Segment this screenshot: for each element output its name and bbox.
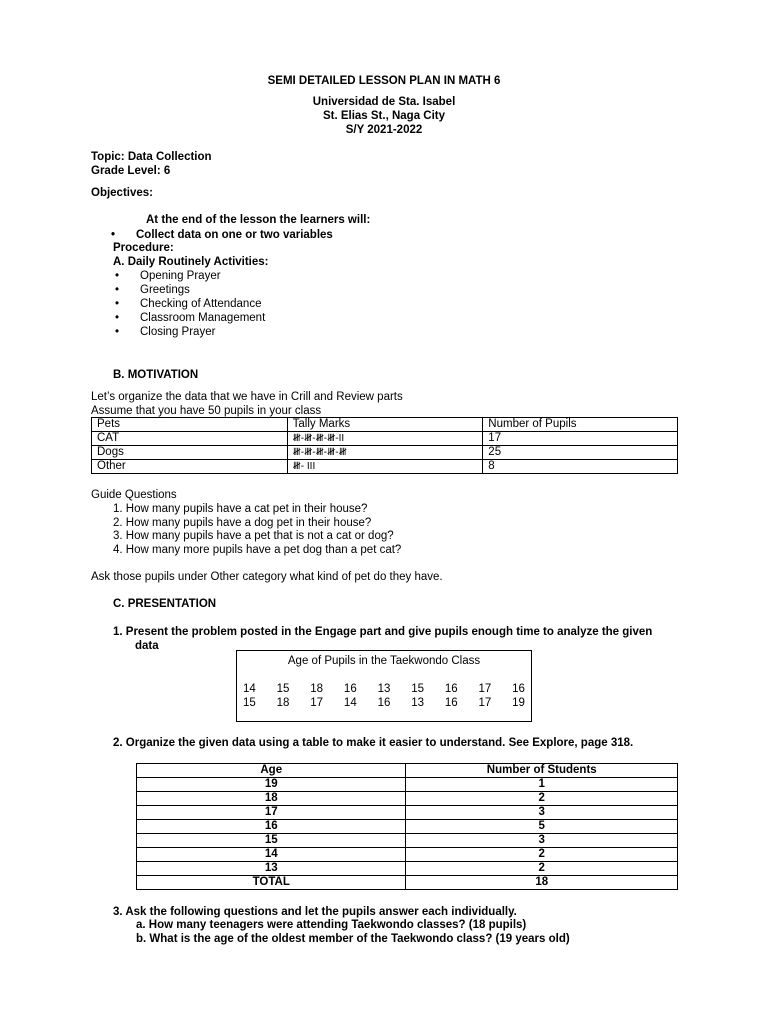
table-row [137, 820, 678, 834]
grade-level: Grade Level: 6 [91, 165, 171, 177]
table-row [137, 792, 678, 806]
table-header-cell: Pets [92, 418, 288, 432]
table-cell: 17 [483, 432, 678, 446]
tally-cell: 𝍸-𝍸-𝍸-𝍸-II [287, 432, 483, 446]
table-row [137, 862, 678, 876]
table-cell: CAT [92, 432, 288, 446]
guide-question: 2. How many pupils have a dog pet in their house? [113, 517, 372, 529]
age-data-box [236, 650, 532, 722]
table-cell: 14 [137, 848, 406, 862]
age-value: 17 [310, 697, 324, 709]
table-row [137, 778, 678, 792]
guide-question: 3. How many pupils have a pet that is not a cat or dog? [113, 530, 394, 542]
objectives-heading: Objectives: [91, 187, 153, 199]
table-cell: TOTAL [137, 876, 406, 890]
table-header-cell: Number of Students [406, 764, 678, 778]
routine-item: • Closing Prayer [140, 325, 215, 339]
age-value: 13 [377, 683, 391, 695]
guide-question: 4. How many more pupils have a pet dog than a pet cat? [113, 544, 402, 556]
table-total-row [137, 876, 678, 890]
table-header-row [137, 764, 678, 778]
tally-cell: 𝍸- III [287, 460, 483, 474]
objective-item: • Collect data on one or two variables [136, 228, 333, 242]
table-cell: 19 [137, 778, 406, 792]
table-cell: Dogs [92, 446, 288, 460]
age-value: 17 [478, 697, 492, 709]
age-value: 16 [343, 683, 357, 695]
age-value: 16 [512, 683, 525, 695]
age-value: 14 [243, 683, 256, 695]
section-a-heading: A. Daily Routinely Activities: [113, 256, 269, 268]
objectives-intro: At the end of the lesson the learners will: [146, 214, 371, 226]
age-value: 15 [276, 683, 290, 695]
table-row [92, 432, 678, 446]
ask-instruction: Ask those pupils under Other category what kind of pet do they have. [91, 571, 443, 583]
table-cell: 25 [483, 446, 678, 460]
table-header-row [92, 418, 678, 432]
table-cell: 13 [137, 862, 406, 876]
table-header-cell: Number of Pupils [483, 418, 678, 432]
age-box-title: Age of Pupils in the Taekwondo Class [287, 655, 481, 667]
age-value: 13 [411, 697, 424, 709]
school-name: Universidad de Sta. Isabel [312, 96, 456, 108]
procedure-label: Procedure: [113, 242, 174, 254]
motivation-text: Let’s organize the data that we have in Crill and Review parts [91, 391, 403, 403]
table-cell: 3 [406, 806, 678, 820]
pets-table [91, 417, 678, 474]
table-cell: 18 [137, 792, 406, 806]
table-row [137, 848, 678, 862]
topic: Topic: Data Collection [91, 151, 212, 163]
age-value: 17 [478, 683, 492, 695]
step-1-text: data [135, 640, 159, 652]
step-2-text: 2. Organize the given data using a table to make it easier to understand. See Explore, page 318. [113, 737, 634, 749]
age-frequency-table [136, 763, 678, 890]
age-value: 15 [243, 697, 256, 709]
section-b-heading: B. MOTIVATION [113, 369, 199, 381]
motivation-text: Assume that you have 50 pupils in your class [91, 405, 322, 417]
age-row [243, 682, 525, 696]
table-cell: 5 [406, 820, 678, 834]
age-value: 16 [377, 697, 391, 709]
document-title: SEMI DETAILED LESSON PLAN IN MATH 6 [267, 75, 501, 87]
age-value: 18 [276, 697, 290, 709]
table-cell: 16 [137, 820, 406, 834]
age-value: 16 [444, 697, 458, 709]
table-header-cell: Age [137, 764, 406, 778]
step-3-item: b. What is the age of the oldest member of the Taekwondo class? (19 years old) [136, 933, 570, 945]
step-3-item: a. How many teenagers were attending Taekwondo classes? (18 pupils) [136, 919, 527, 931]
school-year: S/Y 2021-2022 [345, 124, 423, 136]
table-cell: 15 [137, 834, 406, 848]
section-c-heading: C. PRESENTATION [113, 598, 217, 610]
table-cell: 1 [406, 778, 678, 792]
table-cell: 2 [406, 862, 678, 876]
table-row [137, 834, 678, 848]
age-value: 15 [411, 683, 424, 695]
step-3-text: 3. Ask the following questions and let the pupils answer each individually. [113, 906, 517, 918]
age-value: 19 [512, 697, 525, 709]
table-header-cell: Tally Marks [287, 418, 483, 432]
routine-item: • Opening Prayer [140, 269, 221, 283]
age-value: 18 [310, 683, 324, 695]
age-value: 16 [444, 683, 458, 695]
table-cell: 2 [406, 848, 678, 862]
routine-item: • Classroom Management [140, 311, 265, 325]
table-cell: 8 [483, 460, 678, 474]
table-row [137, 806, 678, 820]
table-cell: 17 [137, 806, 406, 820]
table-row [92, 446, 678, 460]
school-address: St. Elias St., Naga City [322, 110, 446, 122]
table-cell: Other [92, 460, 288, 474]
step-1-text: 1. Present the problem posted in the Engage part and give pupils enough time to analyze the given [113, 626, 653, 638]
table-row [92, 460, 678, 474]
age-row [243, 696, 525, 710]
table-cell: 18 [406, 876, 678, 890]
age-value: 14 [343, 697, 357, 709]
routine-item: • Checking of Attendance [140, 297, 261, 311]
guide-heading: Guide Questions [91, 489, 177, 501]
routine-item: • Greetings [140, 283, 190, 297]
table-cell: 2 [406, 792, 678, 806]
guide-question: 1. How many pupils have a cat pet in their house? [113, 503, 368, 515]
table-cell: 3 [406, 834, 678, 848]
tally-cell: 𝍸-𝍸-𝍸-𝍸-𝍸 [287, 446, 483, 460]
